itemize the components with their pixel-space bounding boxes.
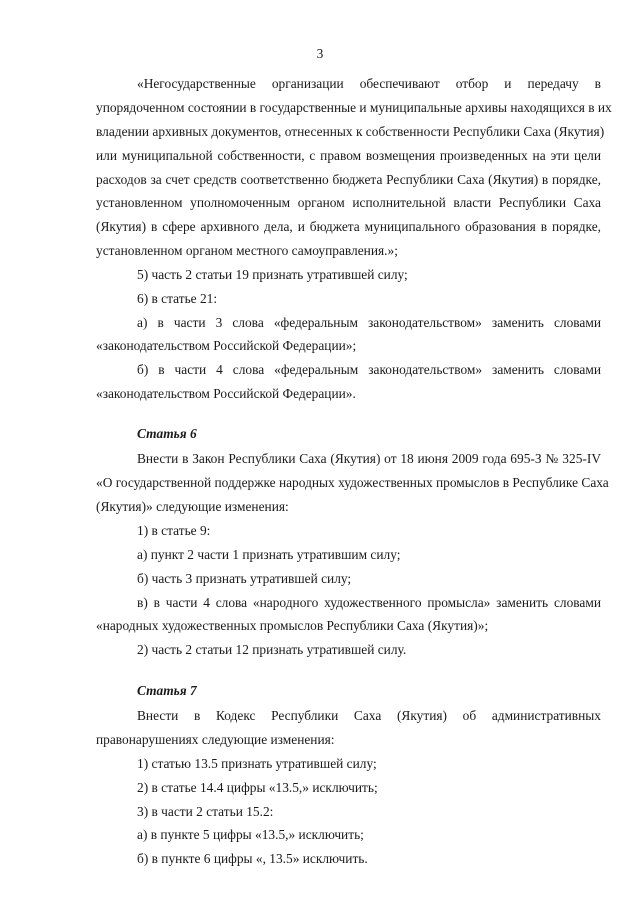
list-item-continuation: «законодательством Российской Федерации»; [96,338,357,353]
paragraph-line: владении архивных документов, отнесенных к собственности Республики Саха (Якутия) [96,124,605,139]
paragraph-line: упорядоченном состоянии в государственные и муниципальные архивы находящихся в их [96,100,612,115]
paragraph-line: «Негосударственные организации обеспечивают отбор и передачу в [137,76,601,91]
article-6-heading: Статья 6 [137,426,197,441]
list-item: 2) часть 2 статьи 12 признать утратившей силу. [137,642,407,657]
list-item: а) пункт 2 части 1 признать утратившим силу; [137,547,401,562]
list-item: 6) в статье 21: [137,291,218,306]
paragraph-line: Внести в Закон Республики Саха (Якутия) от 18 июня 2009 года 695-З № 325-IV [137,451,601,466]
paragraph-line: или муниципальной собственности, с правом возмещения произведенных на эти цели [96,148,601,163]
list-item-continuation: «народных художественных промыслов Республики Саха (Якутия)»; [96,618,489,633]
paragraph-line: установленном органом местного самоуправления.»; [96,243,398,258]
list-item: а) в пункте 5 цифры «13.5,» исключить; [137,827,364,842]
list-item: в) в части 4 слова «народного художественного промысла» заменить словами [137,595,601,610]
page-number: 3 [316,46,324,61]
list-item: 1) в статье 9: [137,523,211,538]
list-item: 2) в статье 14.4 цифры «13.5,» исключить; [137,780,378,795]
paragraph-line: установленном уполномоченным органом исполнительной власти Республики Саха [96,195,601,210]
paragraph-line: «О государственной поддержке народных художественных промыслов в Республике Саха [96,475,609,490]
paragraph-line: Внести в Кодекс Республики Саха (Якутия) об административных [137,708,601,723]
list-item-continuation: «законодательством Российской Федерации». [96,386,356,401]
paragraph-line: (Якутия) в сфере архивного дела, и бюджета муниципального образования в порядке, [96,219,601,234]
list-item: 5) часть 2 статьи 19 признать утратившей силу; [137,267,408,282]
list-item: б) в пункте 6 цифры «, 13.5» исключить. [137,851,368,866]
paragraph-line: (Якутия)» следующие изменения: [96,499,289,514]
list-item: б) в части 4 слова «федеральным законодательством» заменить словами [137,362,601,377]
paragraph-line: расходов за счет средств соответственно бюджета Республики Саха (Якутия) в порядке, [96,172,601,187]
paragraph-line: правонарушениях следующие изменения: [96,732,335,747]
list-item: 3) в части 2 статьи 15.2: [137,804,274,819]
list-item: 1) статью 13.5 признать утратившей силу; [137,756,377,771]
list-item: б) часть 3 признать утратившей силу; [137,571,352,586]
list-item: а) в части 3 слова «федеральным законодательством» заменить словами [137,315,601,330]
article-7-heading: Статья 7 [137,683,197,698]
